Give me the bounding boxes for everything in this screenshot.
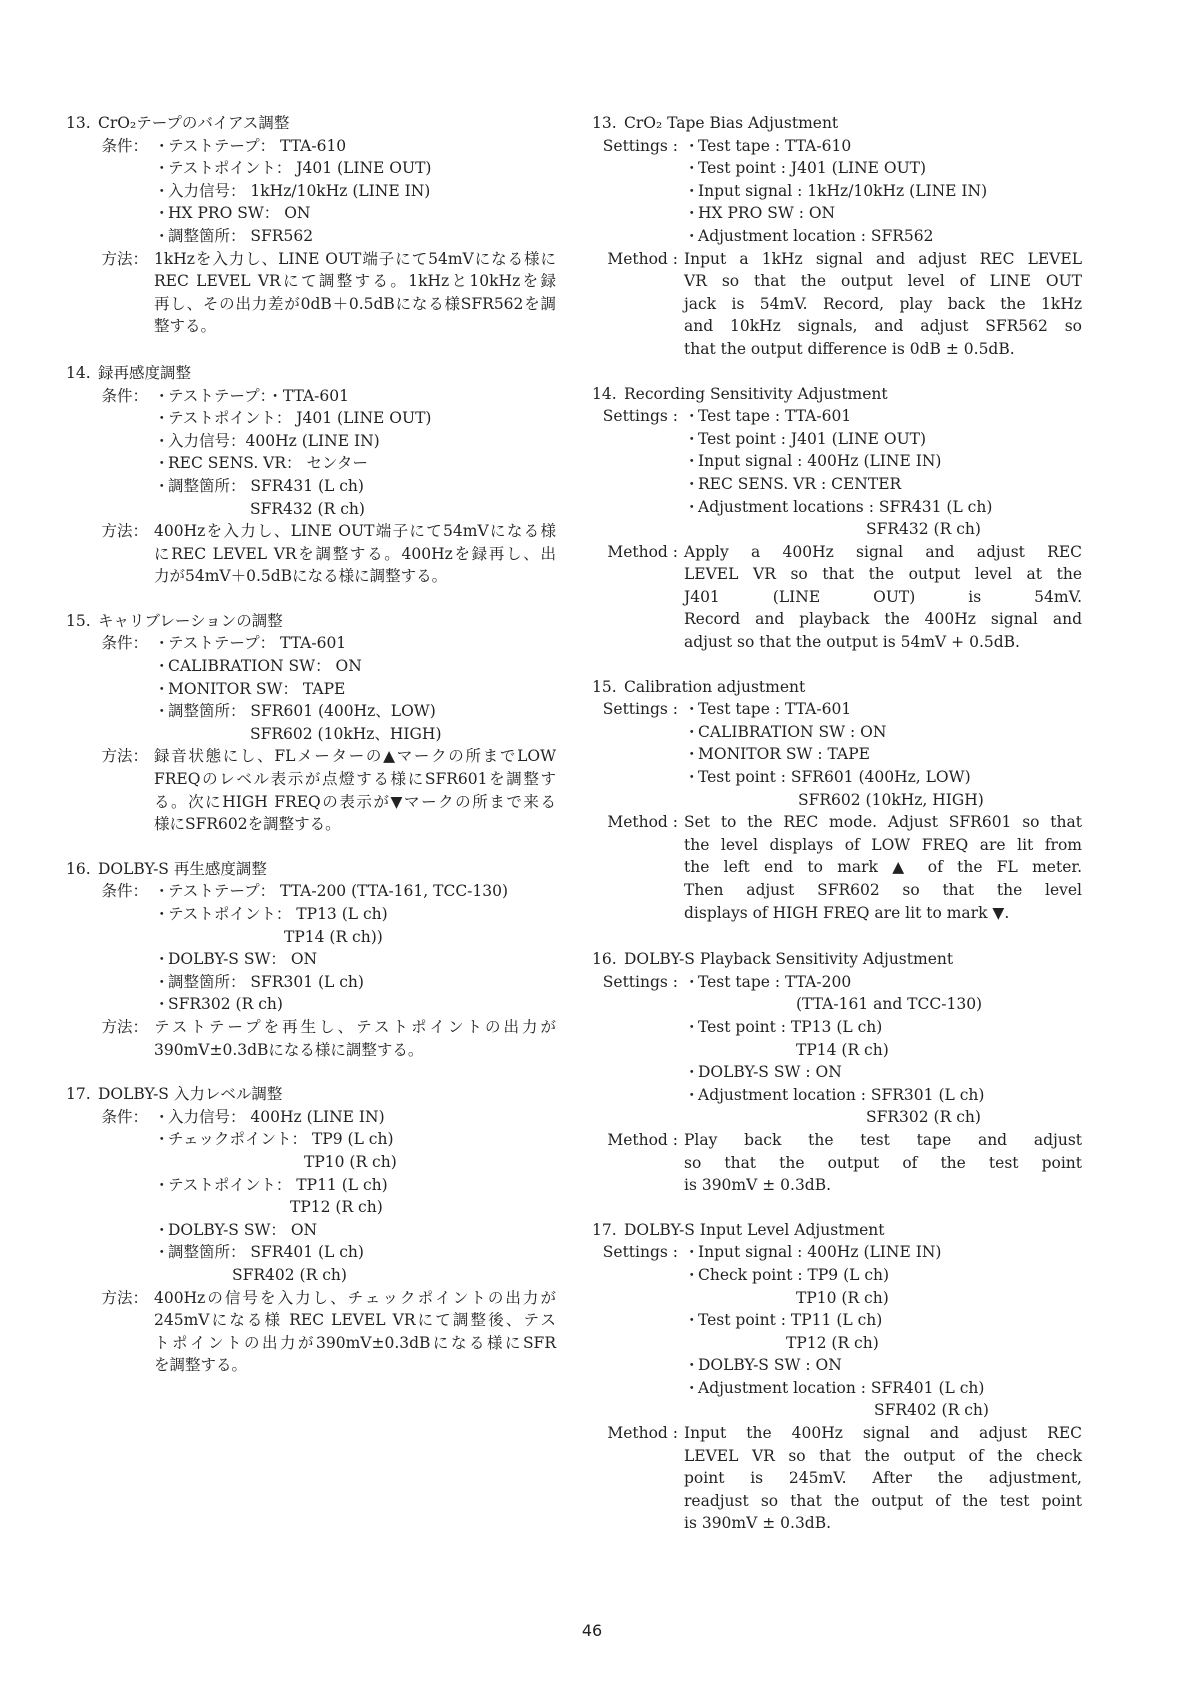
settings-item-text: SFR602 (10kHz、HIGH): [250, 724, 442, 743]
settings-item-text: Test tape : TTA-610: [698, 136, 852, 155]
bullet-icon: ・: [684, 745, 700, 764]
settings-item: [684, 971, 1082, 994]
section-heading: DOLBY-S 入力レベル調整: [98, 1085, 283, 1104]
settings-item-text: Input signal : 400Hz (LINE IN): [698, 1243, 942, 1262]
method-line: を調整する。: [154, 1356, 248, 1375]
method-line: VR so that the output level of LINE OUT: [684, 272, 1082, 291]
settings-label: 条件：: [101, 136, 148, 155]
settings-item-text: テストポイント： J401 (LINE OUT): [168, 409, 432, 428]
section-title: [66, 1083, 556, 1106]
adjustment-section-13: [66, 112, 556, 338]
page-number: 46: [581, 1621, 603, 1640]
method-label: Method :: [607, 1130, 678, 1149]
settings-item: [154, 157, 556, 180]
settings-item-text: 調整箇所： SFR601 (400Hz、LOW): [168, 702, 436, 721]
settings-item-text: Adjustment location : SFR401 (L ch): [698, 1378, 985, 1397]
settings-item-text: SFR432 (R ch): [250, 499, 365, 518]
english-column: [592, 112, 1082, 1535]
section-title: [66, 112, 556, 135]
method-line: Record and playback the 400Hz signal and: [684, 610, 1082, 629]
bullet-icon: ・: [684, 474, 700, 493]
settings-item-text: TP14 (R ch): [796, 1040, 889, 1059]
method-line: にREC LEVEL VRを調整する。400Hzを録再し、出: [154, 544, 556, 563]
settings-item: [684, 1039, 1082, 1062]
method-line: 力が54mV＋0.5dBになる様に調整する。: [154, 567, 448, 586]
method-line: that the output difference is 0dB ± 0.5dB.: [684, 339, 1015, 358]
settings-item-text: Adjustment location : SFR301 (L ch): [698, 1085, 985, 1104]
bullet-icon: ・: [684, 768, 700, 787]
settings-item: [684, 1264, 1082, 1287]
settings-item-text: テストテープ：・TTA-601: [168, 386, 349, 405]
method-line: LEVEL VR so that the output level at the: [684, 565, 1082, 584]
method-line: Input the 400Hz signal and adjust REC: [684, 1424, 1082, 1443]
settings-label: 条件：: [101, 634, 148, 653]
method-line: REC LEVEL VRにて調整する。1kHzと10kHzを録: [154, 272, 556, 291]
method-line: る。次にHIGH FREQの表示が▼マークの所まで来る: [154, 792, 556, 811]
settings-item-text: 入力信号： 1kHz/10kHz (LINE IN): [168, 181, 431, 200]
bullet-icon: ・: [684, 452, 700, 471]
settings-block: [592, 135, 1082, 248]
section-heading: Recording Sensitivity Adjustment: [624, 384, 888, 403]
settings-item-text: 調整箇所： SFR401 (L ch): [168, 1243, 364, 1262]
settings-item: [154, 700, 556, 723]
settings-item: [684, 721, 1082, 744]
settings-item-text: Test point : J401 (LINE OUT): [698, 159, 927, 178]
method-block: [592, 1422, 1082, 1535]
settings-item: [684, 1309, 1082, 1332]
section-title: [592, 1219, 1082, 1242]
settings-item: [154, 1174, 556, 1197]
settings-item-text: テストポイント： TP11 (L ch): [168, 1175, 388, 1194]
section-title: [66, 858, 556, 881]
bullet-icon: ・: [154, 181, 170, 200]
adjustment-section-13: [592, 112, 1082, 361]
method-line: トポイントの出力が390mV±0.3dBになる様にSFR: [154, 1333, 556, 1352]
settings-item: [684, 157, 1082, 180]
settings-item: [154, 225, 556, 248]
settings-item-text: チェックポイント： TP9 (L ch): [168, 1130, 394, 1149]
settings-item: [154, 202, 556, 225]
bullet-icon: ・: [684, 722, 700, 741]
settings-block: [66, 135, 556, 248]
method-line: 様にSFR602を調整する。: [154, 815, 341, 834]
settings-item-text: MONITOR SW : TAPE: [698, 745, 870, 764]
method-line: 整する。: [154, 317, 217, 336]
method-line: 1kHzを入力し、LINE OUT端子にて54mVになる様に: [154, 249, 556, 268]
settings-item-text: Check point : TP9 (L ch): [698, 1265, 890, 1284]
bullet-icon: ・: [154, 657, 170, 676]
settings-item: [684, 1287, 1082, 1310]
section-number: 15.: [66, 611, 91, 630]
settings-item-text: 調整箇所： SFR301 (L ch): [168, 972, 364, 991]
settings-item: [154, 678, 556, 701]
method-line: 録音状態にし、FLメーターの▲マークの所までLOW: [154, 747, 556, 766]
section-number: 14.: [592, 384, 617, 403]
method-block: [592, 1129, 1082, 1197]
method-line: so that the output of the test point: [684, 1153, 1082, 1172]
method-line: Then adjust SFR602 so that the level: [684, 881, 1082, 899]
settings-item: [684, 225, 1082, 248]
section-number: 13.: [66, 114, 91, 132]
method-label: 方法：: [101, 747, 148, 766]
settings-item-text: TP10 (R ch): [304, 1152, 397, 1171]
settings-item: [684, 698, 1082, 721]
method-line: adjust so that the output is 54mV + 0.5dB.: [684, 633, 1020, 652]
adjustment-section-17: [592, 1219, 1082, 1535]
settings-item: [684, 1399, 1082, 1422]
settings-block: [66, 632, 556, 745]
settings-item-text: テストテープ： TTA-200 (TTA-161, TCC-130): [168, 882, 509, 901]
settings-item-text: Test point : TP13 (L ch): [698, 1017, 883, 1036]
settings-item-text: テストテープ： TTA-601: [168, 634, 347, 653]
settings-label: Settings :: [602, 407, 678, 426]
settings-item: [154, 632, 556, 655]
settings-item: [684, 518, 1082, 541]
section-title: [592, 383, 1082, 406]
settings-item-text: REC SENS. VR： センター: [168, 454, 368, 473]
section-heading: DOLBY-S Input Level Adjustment: [624, 1220, 885, 1239]
bullet-icon: ・: [154, 204, 170, 223]
settings-item: [154, 723, 556, 746]
settings-item: [154, 407, 556, 430]
bullet-icon: ・: [154, 905, 170, 923]
bullet-icon: ・: [154, 1107, 170, 1126]
bullet-icon: ・: [684, 497, 700, 516]
settings-item-text: Input signal : 1kHz/10kHz (LINE IN): [698, 181, 988, 200]
adjustment-section-17: [66, 1083, 556, 1377]
method-line: J401 (LINE OUT) is 54mV.: [684, 587, 1082, 606]
bullet-icon: ・: [684, 1085, 700, 1104]
settings-block: [66, 1106, 556, 1287]
settings-item-text: Test point : SFR601 (400Hz, LOW): [698, 768, 971, 787]
settings-item: [154, 135, 556, 158]
settings-item-text: HX PRO SW : ON: [698, 204, 836, 223]
bullet-icon: ・: [154, 386, 170, 405]
method-block: [66, 1287, 556, 1377]
settings-item-text: Adjustment location : SFR562: [698, 226, 934, 245]
bullet-icon: ・: [154, 882, 170, 901]
section-heading: CrO₂ Tape Bias Adjustment: [624, 114, 839, 132]
settings-item-text: SFR302 (R ch): [866, 1108, 981, 1127]
settings-item-text: CALIBRATION SW： ON: [168, 657, 362, 676]
section-heading: Calibration adjustment: [624, 677, 806, 696]
settings-item-text: SFR302 (R ch): [168, 995, 283, 1014]
bullet-icon: ・: [154, 1175, 170, 1194]
settings-item: [154, 1196, 556, 1219]
method-block: [66, 1016, 556, 1061]
settings-item-text: (TTA-161 and TCC-130): [796, 995, 983, 1014]
settings-item: [154, 1264, 556, 1287]
bullet-icon: ・: [154, 950, 170, 969]
settings-item: [154, 385, 556, 408]
settings-item-text: 入力信号： 400Hz (LINE IN): [168, 1107, 385, 1126]
method-line: Set to the REC mode. Adjust SFR601 so that: [684, 813, 1082, 832]
method-block: [592, 811, 1082, 924]
adjustment-section-14: [66, 362, 556, 588]
method-line: and 10kHz signals, and adjust SFR562 so: [684, 317, 1082, 336]
settings-item: [684, 405, 1082, 428]
settings-item-text: 調整箇所： SFR431 (L ch): [168, 476, 364, 495]
settings-item: [154, 452, 556, 475]
settings-item-text: DOLBY-S SW : ON: [698, 1063, 842, 1082]
method-line: readjust so that the output of the test point: [684, 1491, 1082, 1510]
method-line: テストテープを再生し、テストポイントの出力が: [154, 1017, 556, 1036]
settings-item-text: HX PRO SW： ON: [168, 204, 311, 223]
bullet-icon: ・: [154, 1243, 170, 1262]
bullet-icon: ・: [154, 1130, 170, 1149]
settings-label: 条件：: [101, 386, 148, 405]
settings-label: 条件：: [101, 882, 148, 901]
settings-item: [154, 948, 556, 971]
settings-item: [684, 496, 1082, 519]
settings-item: [154, 880, 556, 903]
settings-item: [154, 926, 556, 949]
adjustment-section-15: [66, 610, 556, 836]
settings-item-text: DOLBY-S SW： ON: [168, 1220, 318, 1239]
method-line: 245mVになる様 REC LEVEL VRにて調整後、テス: [154, 1311, 556, 1330]
method-line: 400Hzを入力し、LINE OUT端子にて54mVになる様: [154, 522, 556, 541]
settings-item: [154, 180, 556, 203]
bullet-icon: ・: [684, 226, 700, 245]
bullet-icon: ・: [154, 972, 170, 991]
settings-item: [154, 1151, 556, 1174]
bullet-icon: ・: [684, 407, 700, 426]
adjustment-section-15: [592, 676, 1082, 925]
bullet-icon: ・: [684, 1378, 700, 1397]
settings-item-text: SFR402 (R ch): [874, 1401, 989, 1420]
settings-block: [592, 971, 1082, 1129]
settings-item: [684, 1354, 1082, 1377]
section-title: [592, 948, 1082, 971]
method-label: 方法：: [101, 522, 148, 541]
bullet-icon: ・: [154, 159, 170, 178]
settings-item: [684, 428, 1082, 451]
method-label: Method :: [607, 1424, 678, 1443]
settings-item-text: DOLBY-S SW： ON: [168, 950, 318, 969]
section-title: [66, 610, 556, 633]
bullet-icon: ・: [684, 159, 700, 178]
section-number: 14.: [66, 363, 91, 382]
bullet-icon: ・: [684, 1017, 700, 1036]
section-title: [592, 676, 1082, 699]
method-line: is 390mV ± 0.3dB.: [684, 1176, 832, 1195]
method-line: jack is 54mV. Record, play back the 1kHz: [684, 294, 1082, 313]
method-line: point is 245mV. After the adjustment,: [684, 1469, 1082, 1488]
bullet-icon: ・: [684, 204, 700, 223]
settings-item-text: 調整箇所： SFR562: [168, 226, 314, 245]
section-number: 17.: [592, 1220, 617, 1239]
settings-item: [684, 993, 1082, 1016]
japanese-column: [66, 112, 556, 1377]
bullet-icon: ・: [154, 1220, 170, 1239]
settings-item: [684, 202, 1082, 225]
settings-item-text: Test tape : TTA-601: [698, 700, 852, 719]
settings-label: Settings :: [602, 972, 678, 991]
bullet-icon: ・: [684, 1063, 700, 1082]
bullet-icon: ・: [684, 972, 700, 991]
method-label: Method :: [607, 249, 678, 268]
section-title: [592, 112, 1082, 135]
settings-item: [684, 1084, 1082, 1107]
settings-item-text: TP12 (R ch): [786, 1333, 879, 1352]
settings-item-text: TP14 (R ch)): [284, 927, 383, 946]
section-heading: DOLBY-S Playback Sensitivity Adjustment: [624, 950, 954, 969]
settings-item-text: テストポイント： TP13 (L ch): [168, 905, 388, 923]
settings-item: [684, 1016, 1082, 1039]
settings-item: [154, 903, 556, 926]
settings-item-text: TP10 (R ch): [796, 1288, 889, 1307]
bullet-icon: ・: [684, 136, 700, 155]
bullet-icon: ・: [684, 1243, 700, 1262]
settings-item: [684, 473, 1082, 496]
method-label: Method :: [607, 813, 678, 832]
settings-item: [154, 655, 556, 678]
method-line: 400Hzの信号を入力し、チェックポイントの出力が: [154, 1288, 556, 1307]
method-line: the left end to mark ▲ of the FL meter.: [684, 858, 1082, 877]
settings-item: [154, 993, 556, 1016]
section-number: 16.: [592, 950, 617, 969]
method-line: Play back the test tape and adjust: [684, 1130, 1082, 1149]
settings-item-text: テストテープ： TTA-610: [168, 136, 347, 155]
section-heading: キャリブレーションの調整: [98, 611, 283, 630]
settings-item-text: Adjustment locations : SFR431 (L ch): [698, 497, 993, 516]
adjustment-section-16: [66, 858, 556, 1061]
settings-label: Settings :: [602, 136, 678, 155]
bullet-icon: ・: [154, 431, 170, 450]
settings-item: [684, 1332, 1082, 1355]
settings-block: [592, 1241, 1082, 1422]
bullet-icon: ・: [684, 181, 700, 200]
section-heading: CrO₂テープのバイアス調整: [98, 114, 290, 132]
settings-item-text: Test tape : TTA-601: [698, 407, 852, 426]
settings-block: [66, 880, 556, 1016]
bullet-icon: ・: [154, 702, 170, 721]
adjustment-section-14: [592, 383, 1082, 654]
method-line: FREQのレベル表示が点燈する様にSFR601を調整す: [154, 770, 556, 789]
section-heading: DOLBY-S 再生感度調整: [98, 859, 267, 878]
bullet-icon: ・: [684, 1265, 700, 1284]
settings-item-text: Input signal : 400Hz (LINE IN): [698, 452, 942, 471]
settings-item-text: REC SENS. VR : CENTER: [698, 474, 902, 493]
settings-item-text: SFR432 (R ch): [866, 520, 981, 539]
bullet-icon: ・: [154, 409, 170, 428]
settings-item: [154, 475, 556, 498]
method-block: [66, 248, 556, 338]
bullet-icon: ・: [684, 700, 700, 719]
method-line: is 390mV ± 0.3dB.: [684, 1514, 832, 1533]
settings-item: [154, 430, 556, 453]
settings-label: Settings :: [602, 1243, 678, 1262]
settings-item: [154, 1128, 556, 1151]
bullet-icon: ・: [684, 429, 700, 448]
settings-block: [592, 405, 1082, 541]
method-label: 方法：: [101, 249, 148, 268]
settings-item: [684, 1377, 1082, 1400]
section-title: [66, 362, 556, 385]
section-heading: 録再感度調整: [98, 363, 192, 382]
bullet-icon: ・: [154, 136, 170, 155]
method-block: [592, 541, 1082, 654]
settings-item: [684, 789, 1082, 812]
bullet-icon: ・: [684, 1311, 700, 1330]
section-number: 16.: [66, 859, 91, 878]
settings-item-text: テストポイント： J401 (LINE OUT): [168, 159, 432, 178]
adjustment-section-16: [592, 948, 1082, 1197]
method-line: Input a 1kHz signal and adjust REC LEVEL: [684, 249, 1082, 268]
settings-item: [154, 1219, 556, 1242]
settings-item: [684, 135, 1082, 158]
method-line: 再し、その出力差が0dB＋0.5dBになる様SFR562を調: [154, 294, 556, 313]
settings-item: [684, 180, 1082, 203]
bullet-icon: ・: [684, 1356, 700, 1375]
bullet-icon: ・: [154, 476, 170, 495]
settings-item: [684, 1241, 1082, 1264]
method-line: 390mV±0.3dBになる様に調整する。: [154, 1040, 424, 1059]
settings-item: [154, 1241, 556, 1264]
settings-item: [154, 498, 556, 521]
method-line: Apply a 400Hz signal and adjust REC: [684, 542, 1082, 561]
settings-item-text: SFR402 (R ch): [232, 1265, 347, 1284]
settings-label: Settings :: [602, 700, 678, 719]
settings-item-text: SFR602 (10kHz, HIGH): [798, 790, 984, 809]
bullet-icon: ・: [154, 634, 170, 653]
method-line: displays of HIGH FREQ are lit to mark ▼.: [684, 903, 1010, 922]
settings-item-text: Test point : TP11 (L ch): [698, 1311, 883, 1330]
settings-item-text: 入力信号：400Hz (LINE IN): [168, 431, 380, 450]
section-number: 17.: [66, 1085, 91, 1104]
settings-item: [684, 743, 1082, 766]
bullet-icon: ・: [154, 995, 170, 1014]
settings-block: [66, 385, 556, 521]
method-label: 方法：: [101, 1288, 148, 1307]
method-block: [66, 745, 556, 835]
settings-item-text: Test point : J401 (LINE OUT): [698, 429, 927, 448]
settings-item: [154, 1106, 556, 1129]
bullet-icon: ・: [154, 226, 170, 245]
settings-item-text: MONITOR SW： TAPE: [168, 679, 346, 698]
settings-block: [592, 698, 1082, 811]
method-label: Method :: [607, 542, 678, 561]
section-number: 13.: [592, 114, 617, 132]
method-label: 方法：: [101, 1017, 148, 1036]
method-block: [66, 520, 556, 588]
bullet-icon: ・: [154, 454, 170, 473]
settings-label: 条件：: [101, 1107, 148, 1126]
settings-item-text: CALIBRATION SW : ON: [698, 722, 887, 741]
method-block: [592, 248, 1082, 361]
settings-item: [154, 971, 556, 994]
method-line: LEVEL VR so that the output of the check: [684, 1446, 1082, 1465]
bullet-icon: ・: [154, 679, 170, 698]
settings-item-text: Test tape : TTA-200: [698, 972, 852, 991]
settings-item: [684, 1061, 1082, 1084]
settings-item-text: DOLBY-S SW : ON: [698, 1356, 842, 1375]
settings-item: [684, 450, 1082, 473]
settings-item: [684, 766, 1082, 789]
settings-item-text: TP12 (R ch): [290, 1198, 383, 1217]
method-line: the level displays of LOW FREQ are lit from: [684, 835, 1082, 854]
settings-item: [684, 1106, 1082, 1129]
section-number: 15.: [592, 677, 617, 696]
